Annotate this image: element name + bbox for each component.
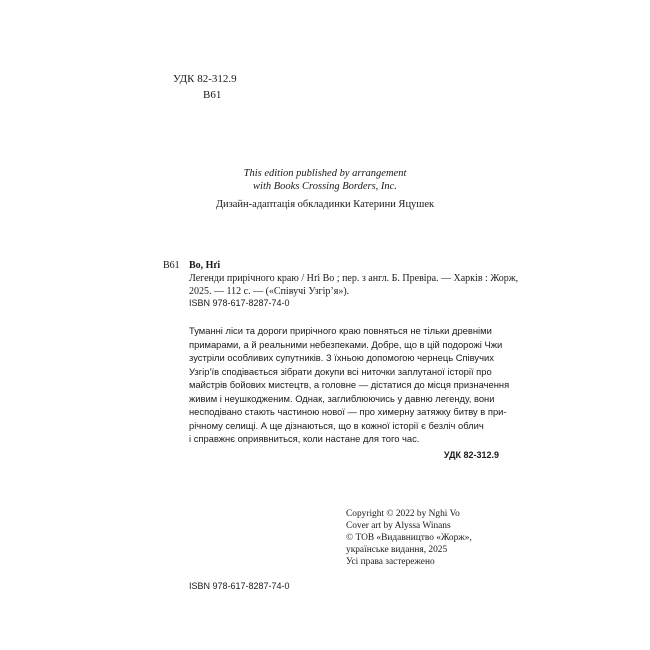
isbn-record: ISBN 978-617-8287-74-0 (189, 298, 290, 308)
abstract (189, 324, 510, 446)
copyright-line: українське видання, 2025 (346, 545, 448, 555)
copyright-block (346, 508, 506, 568)
edition-note-line2: with Books Crossing Borders, Inc. (253, 181, 397, 192)
abstract-line: річному селищі. А ще дізнаються, що в кожної історії є безліч облич (189, 419, 484, 431)
abstract-line: несподівано стають частиною нової — про химерну затяжку битву в при- (189, 406, 507, 417)
cover-design-credit: Дизайн-адаптація обкладинки Катерини Яцушек (215, 199, 435, 210)
abstract-line: живим і неушкодженим. Однак, заглиблюючись у давню легенду, вони (189, 392, 495, 404)
copyright-line: Copyright © 2022 by Nghi Vo (346, 509, 460, 519)
edition-note (200, 167, 450, 193)
copyright-line: Усі права застережено (346, 557, 435, 567)
bib-author: Во, Нґі (189, 260, 221, 271)
bib-description-line2: 2025. — 112 с. — («Співучі Узгір’я»). (189, 286, 350, 297)
copyright-line: © ТОВ «Видавництво «Жорж», (346, 533, 472, 543)
bib-description-line1: Легенди прирічного краю / Нґі Во ; пер. з англ. Б. Превіра. — Харків : Жорж, (189, 273, 519, 284)
isbn-bottom: ISBN 978-617-8287-74-0 (189, 581, 290, 591)
abstract-line: Туманні ліси та дороги прирічного краю повняться не тільки древніми (189, 325, 492, 336)
udk-top-block (173, 71, 237, 103)
edition-note-line1: This edition published by arrangement (243, 168, 407, 179)
copyright-line: Cover art by Alyssa Winans (346, 521, 451, 531)
udk-bottom: УДК 82-312.9 (443, 450, 499, 460)
abstract-line: і справжнє оприявниться, коли настане для того час. (189, 433, 420, 444)
abstract-line: примарами, а й реальними небезпеками. Добре, що в цій подорожі Чжи (189, 338, 503, 350)
author-mark: В61 (203, 89, 222, 101)
bib-author-mark: В61 (163, 260, 180, 271)
bibliographic-record (189, 259, 519, 298)
abstract-line: майстрів бойових мистецтв, а головне — дістатися до місця призначення (189, 379, 510, 390)
abstract-line: Узгір’їв сподівається зібрати докупи всі ниточки заплутаної історії про (189, 365, 492, 377)
udk-code: УДК 82-312.9 (173, 73, 237, 85)
abstract-line: зустріли особливих супутників. З їхньою допомогою чернець Співучих (189, 352, 494, 363)
